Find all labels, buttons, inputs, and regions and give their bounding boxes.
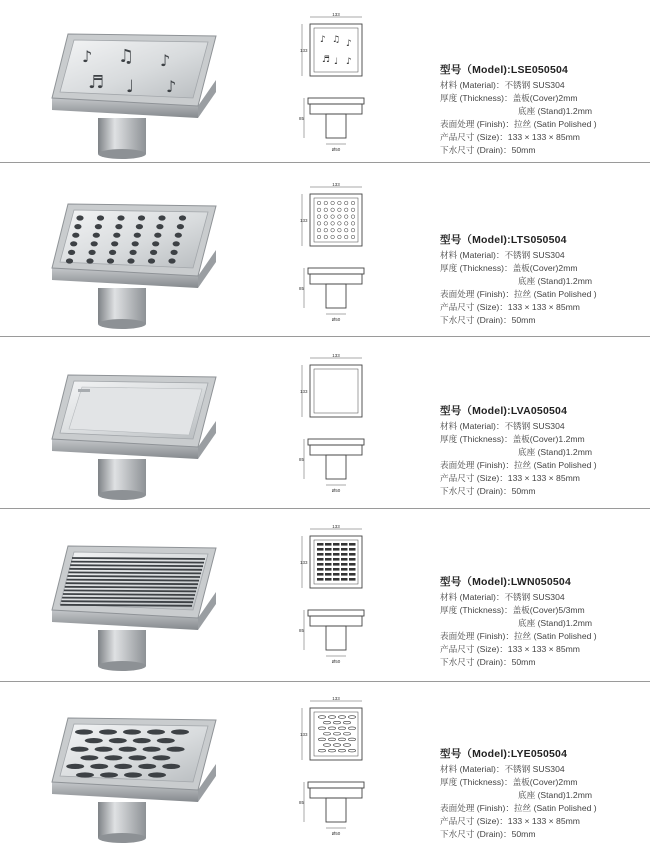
music-note-icon: ♩	[126, 77, 135, 97]
drain-slot	[143, 747, 161, 752]
drain-slot	[338, 738, 345, 741]
drain-slot	[333, 721, 340, 724]
drain-hole	[70, 241, 77, 246]
drain-hole	[156, 224, 163, 229]
width-dimension-label: 133	[332, 524, 340, 529]
drain-slot	[90, 764, 108, 769]
drain-hole	[351, 228, 355, 232]
drain-hole	[68, 250, 75, 255]
drain-slot	[349, 558, 356, 561]
drain-hole	[344, 228, 348, 232]
drain-slot	[95, 747, 113, 752]
spec-thickness-stand: 底座 (Stand)1.2mm	[518, 790, 593, 800]
drain-hole	[152, 241, 159, 246]
drain-hole	[331, 235, 335, 239]
drain-slot	[349, 573, 356, 576]
drain-hole	[107, 258, 114, 263]
music-note-icon: ♬	[88, 72, 105, 93]
drain-hole	[344, 215, 348, 219]
drain-slot	[80, 755, 98, 760]
drain-slot	[328, 727, 335, 730]
drain-hole	[148, 258, 155, 263]
drain-slot	[318, 716, 325, 719]
drain-hole	[158, 215, 165, 220]
product-photo	[48, 180, 218, 330]
drain-dimension-label: Ø50	[331, 147, 341, 152]
drain-slot	[325, 558, 332, 561]
drain-hole	[344, 208, 348, 212]
spec-block	[440, 405, 650, 498]
drain-slot	[124, 772, 142, 777]
product-row	[0, 170, 650, 342]
technical-drawing-frame	[296, 696, 374, 846]
model-number: 型号（Model):LWN050504	[440, 576, 571, 588]
drain-hole	[127, 258, 134, 263]
drain-slot	[349, 578, 356, 581]
technical-drawing	[296, 12, 374, 162]
drain-hole	[111, 241, 118, 246]
technical-drawing-frame	[296, 182, 374, 332]
drain-hole	[66, 258, 73, 263]
spec-material: 材料 (Material)：不锈钢 SUS304	[440, 421, 565, 431]
drain-slot	[333, 548, 340, 551]
row-divider	[0, 508, 650, 509]
drain-slot	[328, 749, 335, 752]
music-note-icon: ♪	[166, 77, 177, 96]
drain-slot	[333, 553, 340, 556]
model-number: 型号（Model):LVA050504	[440, 405, 568, 417]
top-view	[310, 365, 362, 417]
model-number: 型号（Model):LSE050504	[440, 64, 569, 76]
side-view-pipe	[326, 284, 346, 308]
technical-drawing	[296, 696, 374, 846]
drain-hole	[179, 215, 186, 220]
drain-hole	[324, 228, 328, 232]
drain-slot	[133, 738, 151, 743]
drain-slot	[85, 738, 103, 743]
drain-slot	[341, 573, 348, 576]
drain-slot	[338, 716, 345, 719]
spec-drain: 下水尺寸 (Drain)：50mm	[440, 315, 536, 325]
drain-hole	[351, 222, 355, 226]
drain-hole	[93, 233, 100, 238]
spec-material: 材料 (Material)：不锈钢 SUS304	[440, 764, 565, 774]
spec-block	[440, 748, 650, 841]
drain-slot	[69, 569, 202, 570]
drain-dimension-label: Ø50	[331, 831, 341, 836]
drain-slot	[317, 553, 324, 556]
depth-dimension-label: 133	[300, 48, 308, 53]
drain-pipe	[98, 459, 146, 495]
spec-drain: 下水尺寸 (Drain)：50mm	[440, 657, 536, 667]
drain-slot	[317, 563, 324, 566]
music-note-icon: ♪	[346, 57, 352, 67]
drain-slot	[323, 733, 330, 736]
drain-slot	[61, 601, 193, 602]
drain-slot	[333, 568, 340, 571]
side-view-flange	[308, 98, 364, 104]
drain-slot	[114, 764, 132, 769]
product-photo	[48, 522, 218, 672]
drain-hole	[324, 208, 328, 212]
drain-hole	[115, 224, 122, 229]
drain-hole	[168, 258, 175, 263]
spec-size: 产品尺寸 (Size)：133 × 133 × 85mm	[440, 473, 580, 483]
drain-hole	[317, 215, 321, 219]
music-note-icon: ♪	[320, 35, 326, 45]
product-photo	[48, 10, 218, 160]
music-note-icon: ♫	[332, 35, 341, 45]
drain-slot	[317, 578, 324, 581]
drain-hole	[324, 201, 328, 205]
spec-finish: 表面处理 (Finish)：拉丝 (Satin Polished )	[440, 460, 597, 470]
product-row	[0, 0, 650, 172]
spec-thickness-cover: 厚度 (Thickness)：盖板(Cover)5/3mm	[440, 605, 585, 615]
product-row	[0, 512, 650, 684]
product-photo-frame	[48, 522, 218, 672]
music-note-icon: ♩	[334, 57, 339, 67]
drain-hole	[344, 201, 348, 205]
row-divider	[0, 681, 650, 682]
drain-pipe	[98, 288, 146, 324]
height-dimension-label: 85	[299, 628, 305, 633]
depth-dimension-label: 133	[300, 732, 308, 737]
spec-block	[440, 234, 650, 327]
music-note-icon: ♫	[118, 46, 135, 67]
drain-slot	[325, 543, 332, 546]
spec-drain: 下水尺寸 (Drain)：50mm	[440, 486, 536, 496]
drain-slot	[328, 716, 335, 719]
side-view-pipe	[326, 626, 346, 650]
drain-slot	[109, 738, 127, 743]
music-note-icon: ♬	[322, 55, 331, 65]
drain-hole	[175, 233, 182, 238]
spec-finish: 表面处理 (Finish)：拉丝 (Satin Polished )	[440, 289, 597, 299]
drain-slot	[123, 729, 141, 734]
side-view-flange	[308, 439, 364, 445]
drain-slot	[62, 598, 194, 599]
technical-drawing-frame	[296, 353, 374, 503]
drain-hole	[338, 201, 342, 205]
drain-hole	[150, 250, 157, 255]
drain-hole	[317, 201, 321, 205]
spec-size: 产品尺寸 (Size)：133 × 133 × 85mm	[440, 644, 580, 654]
spec-block	[440, 576, 650, 669]
row-divider	[0, 162, 650, 163]
drain-slot	[341, 543, 348, 546]
drain-hole	[324, 215, 328, 219]
drain-slot	[333, 563, 340, 566]
spec-thickness-cover: 厚度 (Thickness)：盖板(Cover)2mm	[440, 93, 578, 103]
drain-slot	[128, 755, 146, 760]
spec-finish: 表面处理 (Finish)：拉丝 (Satin Polished )	[440, 631, 597, 641]
technical-drawing	[296, 524, 374, 674]
top-view	[310, 24, 362, 76]
product-photo	[48, 694, 218, 844]
drain-slot	[333, 558, 340, 561]
drain-dimension-label: Ø50	[331, 488, 341, 493]
drain-slot	[349, 563, 356, 566]
spec-thickness-cover: 厚度 (Thickness)：盖板(Cover)1.2mm	[440, 434, 585, 444]
drain-slot	[325, 578, 332, 581]
drain-hole	[317, 228, 321, 232]
drain-slot	[341, 558, 348, 561]
drain-slot	[325, 573, 332, 576]
drain-hole	[74, 224, 81, 229]
drain-slot	[317, 543, 324, 546]
drain-hole	[132, 241, 139, 246]
music-note-icon: ♪	[160, 51, 171, 70]
drain-slot	[72, 558, 205, 559]
spec-thickness-stand: 底座 (Stand)1.2mm	[518, 106, 593, 116]
drain-slot	[71, 747, 89, 752]
drain-slot	[349, 548, 356, 551]
drain-hole	[113, 233, 120, 238]
drain-slot	[318, 727, 325, 730]
drain-hole	[338, 228, 342, 232]
spec-size: 产品尺寸 (Size)：133 × 133 × 85mm	[440, 302, 580, 312]
drain-slot	[66, 764, 84, 769]
drain-hole	[324, 222, 328, 226]
drain-slot	[75, 729, 93, 734]
drain-hole	[95, 224, 102, 229]
drain-slot	[64, 590, 196, 591]
drain-hole	[331, 215, 335, 219]
technical-drawing	[296, 353, 374, 503]
drain-slot	[63, 594, 195, 595]
drain-slot	[341, 548, 348, 551]
drain-hole	[317, 222, 321, 226]
width-dimension-label: 133	[332, 353, 340, 358]
drain-slot	[171, 729, 189, 734]
drain-slot	[341, 578, 348, 581]
drain-slot	[341, 563, 348, 566]
technical-drawing	[296, 182, 374, 332]
drain-hole	[351, 235, 355, 239]
product-row	[0, 341, 650, 513]
drain-slot	[348, 727, 355, 730]
drain-slot	[71, 562, 204, 563]
drain-hole	[317, 208, 321, 212]
drain-slot	[349, 568, 356, 571]
drain-slot	[152, 755, 170, 760]
product-photo-frame	[48, 694, 218, 844]
drain-slot	[99, 729, 117, 734]
logo-mark	[78, 389, 90, 392]
product-photo-frame	[48, 180, 218, 330]
music-note-icon: ♪	[346, 39, 352, 49]
depth-dimension-label: 133	[300, 389, 308, 394]
width-dimension-label: 133	[332, 696, 340, 701]
drain-pipe	[98, 802, 146, 838]
drain-slot	[317, 568, 324, 571]
drain-hole	[331, 228, 335, 232]
drain-slot	[333, 578, 340, 581]
spec-block	[440, 64, 650, 157]
drain-slot	[318, 738, 325, 741]
width-dimension-label: 133	[332, 12, 340, 17]
drain-hole	[344, 235, 348, 239]
depth-dimension-label: 133	[300, 560, 308, 565]
spec-size: 产品尺寸 (Size)：133 × 133 × 85mm	[440, 132, 580, 142]
side-view-flange	[308, 268, 364, 274]
drain-slot	[317, 548, 324, 551]
drain-dimension-label: Ø50	[331, 317, 341, 322]
drain-slot	[348, 738, 355, 741]
side-view-pipe	[326, 114, 346, 138]
drain-slot	[100, 772, 118, 777]
drain-hole	[324, 235, 328, 239]
drain-slot	[325, 553, 332, 556]
height-dimension-label: 85	[299, 116, 305, 121]
drain-slot	[343, 733, 350, 736]
drain-slot	[325, 568, 332, 571]
depth-dimension-label: 133	[300, 218, 308, 223]
drain-slot	[60, 605, 192, 606]
drain-slot	[343, 721, 350, 724]
drain-hole	[344, 222, 348, 226]
drain-hole	[136, 224, 143, 229]
spec-thickness-cover: 厚度 (Thickness)：盖板(Cover)2mm	[440, 263, 578, 273]
drain-hole	[173, 241, 180, 246]
spec-drain: 下水尺寸 (Drain)：50mm	[440, 145, 536, 155]
drain-hole	[351, 215, 355, 219]
drain-slot	[349, 543, 356, 546]
drain-slot	[318, 749, 325, 752]
drain-slot	[333, 573, 340, 576]
drain-slot	[68, 572, 201, 573]
product-photo-frame	[48, 10, 218, 160]
side-view-flange	[308, 610, 364, 616]
drain-hole	[109, 250, 116, 255]
drain-slot	[323, 721, 330, 724]
drain-slot	[341, 553, 348, 556]
spec-size: 产品尺寸 (Size)：133 × 133 × 85mm	[440, 816, 580, 826]
drain-hole	[130, 250, 137, 255]
drain-hole	[351, 208, 355, 212]
spec-thickness-stand: 底座 (Stand)1.2mm	[518, 618, 593, 628]
drain-slot	[333, 733, 340, 736]
drain-slot	[348, 716, 355, 719]
drain-hole	[117, 215, 124, 220]
drain-slot	[325, 563, 332, 566]
spec-material: 材料 (Material)：不锈钢 SUS304	[440, 80, 565, 90]
drain-slot	[348, 749, 355, 752]
drain-slot	[157, 738, 175, 743]
tile-tray	[69, 387, 202, 435]
drain-slot	[148, 772, 166, 777]
spec-finish: 表面处理 (Finish)：拉丝 (Satin Polished )	[440, 119, 597, 129]
spec-thickness-stand: 底座 (Stand)1.2mm	[518, 447, 593, 457]
drain-hole	[154, 233, 161, 238]
technical-drawing-frame	[296, 524, 374, 674]
height-dimension-label: 85	[299, 800, 305, 805]
side-view-flange	[308, 782, 364, 788]
drain-slot	[138, 764, 156, 769]
drain-slot	[343, 744, 350, 747]
drain-hole	[338, 208, 342, 212]
drain-slot	[76, 772, 94, 777]
drain-slot	[325, 548, 332, 551]
drain-hole	[76, 215, 83, 220]
drain-slot	[333, 543, 340, 546]
height-dimension-label: 85	[299, 457, 305, 462]
row-divider	[0, 336, 650, 337]
drain-hole	[331, 222, 335, 226]
technical-drawing-frame	[296, 12, 374, 162]
drain-slot	[147, 729, 165, 734]
product-row	[0, 684, 650, 856]
model-number: 型号（Model):LTS050504	[440, 234, 567, 246]
drain-hole	[134, 233, 141, 238]
drain-hole	[331, 201, 335, 205]
drain-slot	[338, 727, 345, 730]
drain-pipe	[98, 630, 146, 666]
spec-material: 材料 (Material)：不锈钢 SUS304	[440, 592, 565, 602]
drain-slot	[66, 583, 198, 584]
drain-hole	[89, 250, 96, 255]
drain-slot	[317, 558, 324, 561]
drain-hole	[91, 241, 98, 246]
side-view-pipe	[326, 798, 346, 822]
drain-slot	[338, 749, 345, 752]
drain-slot	[167, 747, 185, 752]
height-dimension-label: 85	[299, 286, 305, 291]
drain-slot	[70, 565, 203, 566]
drain-slot	[162, 764, 180, 769]
spec-material: 材料 (Material)：不锈钢 SUS304	[440, 250, 565, 260]
drain-hole	[86, 258, 93, 263]
music-note-icon: ♪	[82, 47, 93, 66]
drain-slot	[67, 580, 199, 581]
side-view-pipe	[326, 455, 346, 479]
drain-hole	[317, 235, 321, 239]
drain-hole	[138, 215, 145, 220]
spec-drain: 下水尺寸 (Drain)：50mm	[440, 829, 536, 839]
drain-hole	[351, 201, 355, 205]
product-photo-frame	[48, 351, 218, 501]
drain-slot	[317, 573, 324, 576]
drain-slot	[323, 744, 330, 747]
spec-finish: 表面处理 (Finish)：拉丝 (Satin Polished )	[440, 803, 597, 813]
drain-slot	[341, 568, 348, 571]
drain-hole	[338, 235, 342, 239]
drain-slot	[65, 587, 197, 588]
spec-thickness-stand: 底座 (Stand)1.2mm	[518, 276, 593, 286]
drain-hole	[338, 215, 342, 219]
drain-dimension-label: Ø50	[331, 659, 341, 664]
drain-hole	[331, 208, 335, 212]
drain-hole	[338, 222, 342, 226]
drain-hole	[177, 224, 184, 229]
width-dimension-label: 133	[332, 182, 340, 187]
drain-hole	[171, 250, 178, 255]
drain-slot	[104, 755, 122, 760]
model-number: 型号（Model):LYE050504	[440, 748, 568, 760]
drain-slot	[68, 576, 201, 577]
drain-slot	[328, 738, 335, 741]
spec-thickness-cover: 厚度 (Thickness)：盖板(Cover)2mm	[440, 777, 578, 787]
drain-hole	[97, 215, 104, 220]
drain-pipe	[98, 118, 146, 154]
product-photo	[48, 351, 218, 501]
drain-slot	[349, 553, 356, 556]
drain-slot	[119, 747, 137, 752]
drain-slot	[333, 744, 340, 747]
drain-hole	[72, 233, 79, 238]
